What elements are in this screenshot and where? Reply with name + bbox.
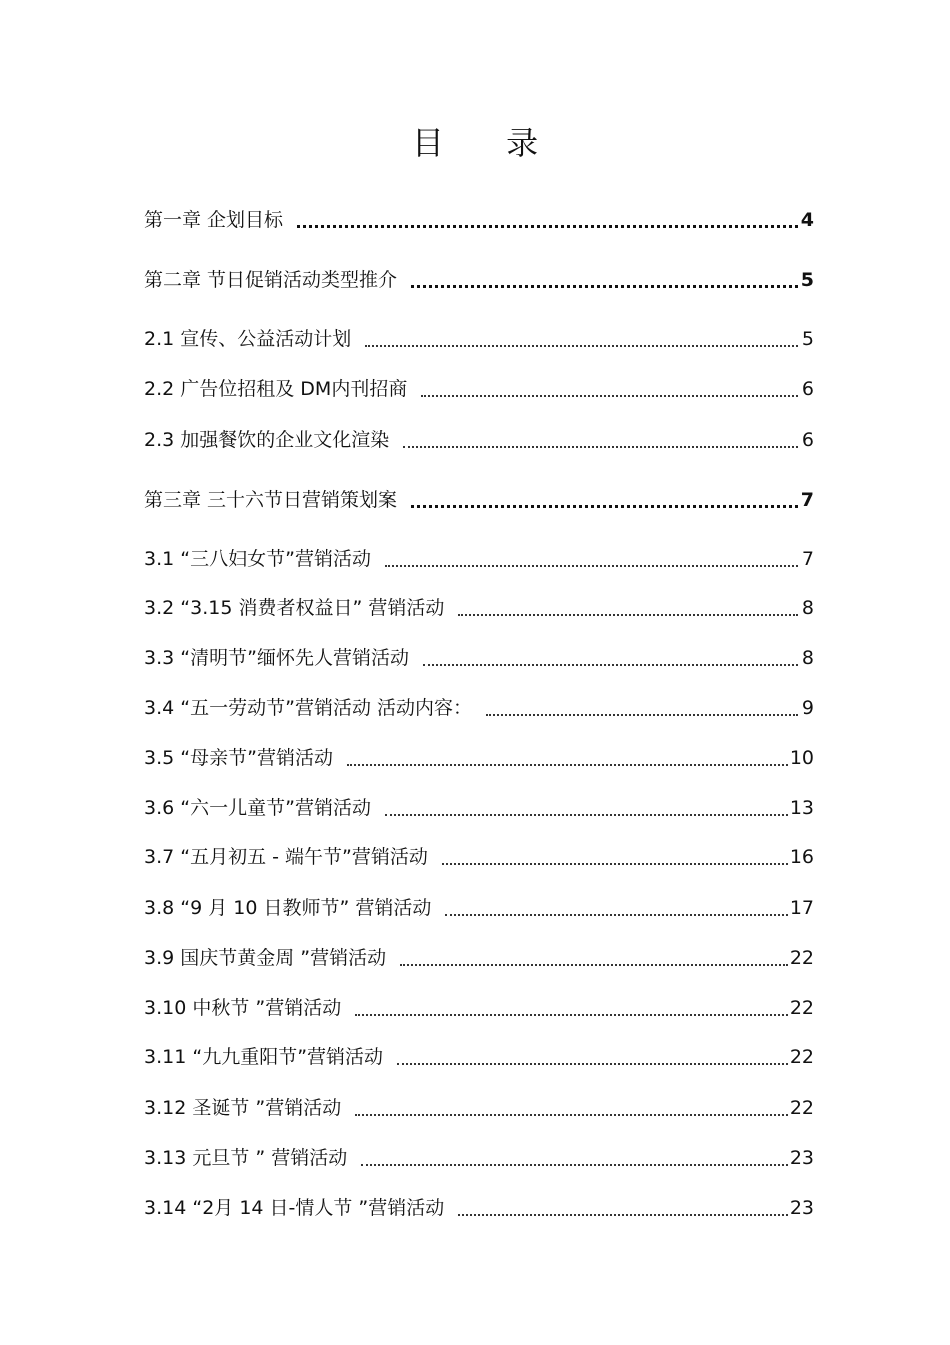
toc-entry-page: 9: [801, 697, 814, 719]
toc-entry-3-13[interactable]: [144, 1144, 814, 1172]
toc-entry-page: 6: [801, 429, 814, 451]
toc-entry-3-6[interactable]: [144, 794, 814, 822]
toc-entry-page: 22: [789, 1046, 814, 1068]
dot-leader: [423, 644, 798, 672]
toc-entry-3-4[interactable]: [144, 694, 814, 722]
toc-entry-label: 3.14 “2月 14 日-情人节 ”营销活动: [144, 1197, 445, 1219]
dot-leader: [361, 1144, 788, 1172]
toc-entry-3-8[interactable]: [144, 894, 814, 922]
toc-entry-page: 23: [789, 1197, 814, 1219]
toc-entry-label: 3.5 “母亲节”营销活动: [144, 747, 333, 769]
toc-entry-label: 3.3 “清明节”缅怀先人营销活动: [144, 647, 409, 669]
toc-entry-3-2[interactable]: [144, 594, 814, 622]
toc-entry-page: 6: [801, 378, 814, 400]
dot-leader: [355, 1094, 788, 1122]
toc-entry-page: 23: [789, 1147, 814, 1169]
toc-entry-page: 8: [801, 647, 814, 669]
toc-entry-page: 8: [801, 597, 814, 619]
dot-leader: [400, 944, 788, 972]
toc-entry-3-7[interactable]: [144, 843, 814, 871]
toc-entry-label: 3.13 元旦节 ” 营销活动: [144, 1147, 348, 1169]
dot-leader: [397, 1043, 788, 1071]
toc-entry-label: 3.4 “五一劳动节”营销活动 活动内容：: [144, 697, 472, 719]
toc-entry-page: 22: [789, 947, 814, 969]
toc-entry-page: 22: [789, 997, 814, 1019]
dot-leader: [365, 325, 798, 353]
toc-entry-label: 2.2 广告位招租及 DM内刊招商: [144, 378, 408, 400]
toc-entry-2-2[interactable]: [144, 375, 814, 403]
dot-leader: [458, 1194, 788, 1222]
dot-leader: [442, 843, 788, 871]
toc-entry-3-3[interactable]: [144, 644, 814, 672]
toc-entry-page: 22: [789, 1097, 814, 1119]
toc-entry-page: 7: [801, 548, 814, 570]
toc-entry-label: 第一章 企划目标: [144, 209, 284, 231]
toc-entry-label: 3.7 “五月初五 - 端午节”营销活动: [144, 846, 428, 868]
dot-leader: [411, 486, 798, 514]
toc-entry-2-3[interactable]: [144, 426, 814, 454]
toc-entry-label: 3.9 国庆节黄金周 ”营销活动: [144, 947, 387, 969]
toc-entry-label: 3.8 “9 月 10 日教师节” 营销活动: [144, 897, 432, 919]
page-title: 目 录: [411, 124, 565, 162]
toc-entry-chapter-3[interactable]: [144, 486, 814, 514]
toc-entry-3-11[interactable]: [144, 1043, 814, 1071]
dot-leader: [385, 545, 798, 573]
toc-entry-page: 7: [800, 489, 814, 511]
toc-entry-label: 2.1 宣传、公益活动计划: [144, 328, 352, 350]
toc-entry-3-10[interactable]: [144, 994, 814, 1022]
toc-entry-2-1[interactable]: [144, 325, 814, 353]
toc-entry-page: 5: [801, 328, 814, 350]
toc-entry-label: 第二章 节日促销活动类型推介: [144, 269, 398, 291]
dot-leader: [458, 594, 798, 622]
toc-entry-page: 13: [789, 797, 814, 819]
toc-entry-label: 3.1 “三八妇女节”营销活动: [144, 548, 371, 570]
toc-entry-page: 10: [789, 747, 814, 769]
dot-leader: [297, 206, 798, 234]
dot-leader: [411, 266, 798, 294]
toc-entry-chapter-1[interactable]: [144, 206, 814, 234]
dot-leader: [486, 694, 798, 722]
dot-leader: [421, 375, 798, 403]
toc-entry-label: 3.2 “3.15 消费者权益日” 营销活动: [144, 597, 445, 619]
dot-leader: [445, 894, 787, 922]
toc-entry-3-1[interactable]: [144, 545, 814, 573]
toc-entry-page: 16: [789, 846, 814, 868]
toc-entry-page: 4: [800, 209, 814, 231]
toc-entry-label: 3.10 中秋节 ”营销活动: [144, 997, 342, 1019]
toc-entry-label: 3.12 圣诞节 ”营销活动: [144, 1097, 342, 1119]
toc-entry-3-12[interactable]: [144, 1094, 814, 1122]
dot-leader: [403, 426, 798, 454]
toc-entry-3-9[interactable]: [144, 944, 814, 972]
dot-leader: [385, 794, 788, 822]
dot-leader: [347, 744, 788, 772]
toc-entry-page: 17: [789, 897, 814, 919]
toc-entry-3-14[interactable]: [144, 1194, 814, 1222]
toc-entry-label: 3.11 “九九重阳节”营销活动: [144, 1046, 384, 1068]
toc-entry-chapter-2[interactable]: [144, 266, 814, 294]
toc-entry-label: 第三章 三十六节日营销策划案: [144, 489, 398, 511]
toc-entry-label: 2.3 加强餐饮的企业文化渲染: [144, 429, 390, 451]
toc-entry-3-5[interactable]: [144, 744, 814, 772]
dot-leader: [355, 994, 788, 1022]
toc-entry-page: 5: [800, 269, 814, 291]
toc-entry-label: 3.6 “六一儿童节”营销活动: [144, 797, 371, 819]
